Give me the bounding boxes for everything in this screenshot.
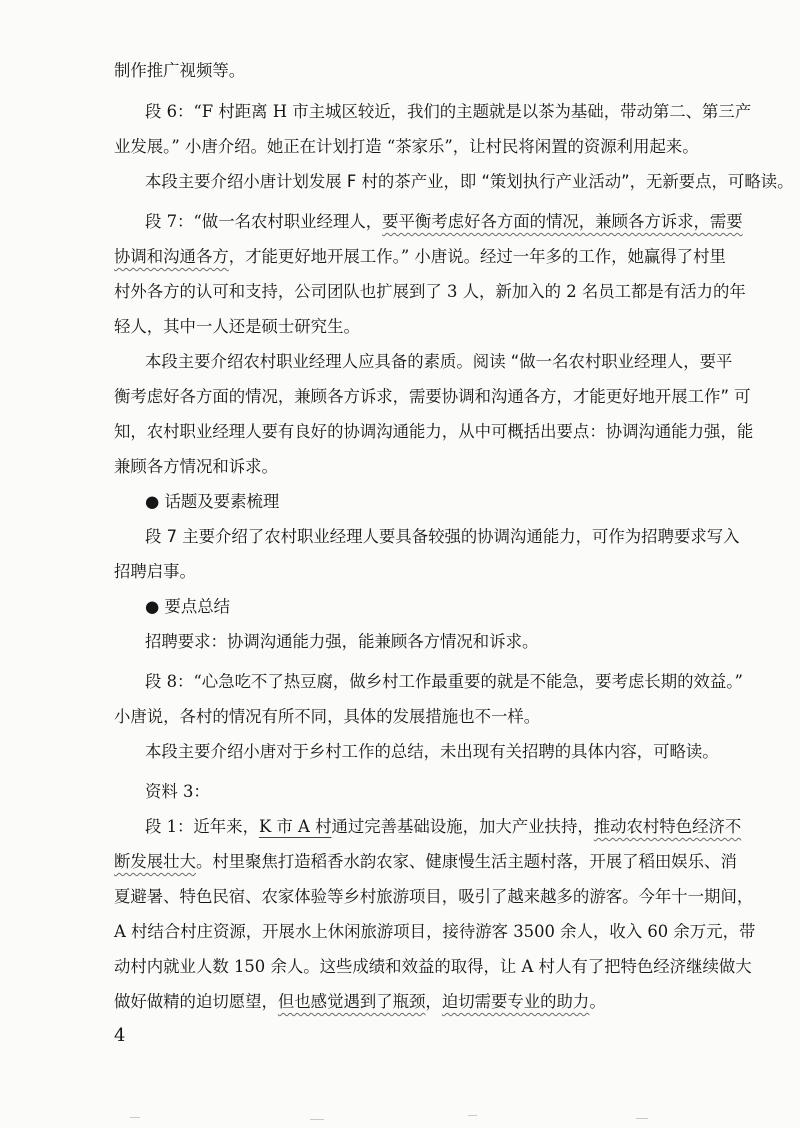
text-line bbox=[114, 277, 746, 307]
text-run: ● 要点总结 bbox=[145, 597, 231, 616]
scan-mark bbox=[468, 1115, 477, 1116]
text-line bbox=[114, 56, 714, 86]
text-run: 做好做精的迫切愿望， bbox=[114, 992, 278, 1011]
scan-mark bbox=[310, 1119, 324, 1120]
text-line bbox=[114, 382, 751, 412]
text-run: 本段主要介绍小唐计划发展 F 村的茶产业，即 “策划执行产业活动”，无新要点，可略读。 bbox=[145, 172, 794, 191]
text-run: 制作推广视频等。 bbox=[114, 61, 246, 80]
text-run: 资料 3： bbox=[145, 782, 210, 801]
text-run: ， bbox=[425, 992, 442, 1011]
text-run: 衡考虑好各方面的情况，兼顾各方诉求，需要协调和沟通各方，才能更好地开展工作” 可 bbox=[114, 387, 751, 406]
text-run: 通过完善基础设施，加大产业扶持， bbox=[331, 817, 594, 836]
underlined-text: K 市 A 村 bbox=[258, 817, 332, 836]
text-line bbox=[145, 627, 715, 657]
text-run: 村外各方的认可和支持，公司团队也扩展到了 3 人，新加入的 2 名员工都是有活力的年 bbox=[114, 282, 746, 301]
text-line bbox=[114, 917, 756, 947]
text-run: 段 7 主要介绍了农村职业经理人要具备较强的协调沟通能力，可作为招聘要求写入 bbox=[145, 527, 740, 546]
text-run: 兼顾各方情况和诉求。 bbox=[114, 457, 278, 476]
text-line bbox=[114, 132, 714, 162]
text-run: 段 6：“F 村距离 H 市主城区较近，我们的主题就是以茶为基础，带动第二、第三产 bbox=[145, 102, 752, 121]
wavy-underlined-text: 断发展壮大 bbox=[114, 852, 196, 871]
text-line bbox=[145, 347, 733, 377]
text-line bbox=[114, 557, 714, 587]
text-line bbox=[114, 702, 714, 732]
text-line bbox=[145, 812, 742, 842]
text-run: A 村结合村庄资源，开展水上休闲旅游项目，接待游客 3500 余人，收入 60 余万元，带 bbox=[114, 922, 756, 941]
text-line bbox=[145, 207, 743, 237]
text-line bbox=[145, 592, 715, 622]
text-line bbox=[145, 667, 743, 697]
text-line bbox=[145, 97, 752, 127]
text-line bbox=[145, 487, 715, 517]
text-line bbox=[114, 242, 726, 272]
text-run: 招聘要求：协调沟通能力强，能兼顾各方情况和诉求。 bbox=[145, 632, 539, 651]
text-run: 本段主要介绍小唐对于乡村工作的总结，未出现有关招聘的具体内容，可略读。 bbox=[145, 742, 719, 761]
wavy-underlined-text: 但也感觉遇到了瓶颈 bbox=[277, 992, 426, 1011]
text-run: 夏避暑、特色民宿、农家体验等乡村旅游项目，吸引了越来越多的游客。今年十一期间， bbox=[114, 887, 754, 906]
text-run: ● 话题及要素梳理 bbox=[145, 492, 280, 511]
page-number: 4 bbox=[114, 1025, 126, 1046]
text-line bbox=[145, 737, 719, 767]
text-run: 本段主要介绍农村职业经理人应具备的素质。阅读 “做一名农村职业经理人，要平 bbox=[145, 352, 733, 371]
text-line bbox=[114, 952, 752, 982]
text-run: 段 1：近年来， bbox=[145, 817, 259, 836]
scan-mark bbox=[130, 1117, 140, 1118]
text-run: 段 7：“做一名农村职业经理人， bbox=[145, 212, 383, 231]
text-run: 。村里聚焦打造稻香水韵农家、健康慢生活主题村落，开展了稻田娱乐、消 bbox=[195, 852, 737, 871]
text-line bbox=[114, 312, 714, 342]
text-run: 小唐说，各村的情况有所不同，具体的发展措施也不一样。 bbox=[114, 707, 541, 726]
text-line bbox=[114, 882, 754, 912]
text-run: ，才能更好地开展工作。” 小唐说。经过一年多的工作，她赢得了村里 bbox=[228, 247, 726, 266]
text-line bbox=[114, 417, 754, 447]
wavy-underlined-text: 要平衡考虑好各方面的情况，兼顾各方诉求，需要 bbox=[382, 212, 743, 231]
text-run: 招聘启事。 bbox=[114, 562, 196, 581]
scan-mark bbox=[636, 1118, 648, 1119]
wavy-underlined-text: 迫切需要专业的助力 bbox=[441, 992, 590, 1011]
text-line bbox=[114, 847, 737, 877]
wavy-underlined-text: 协调和沟通各方 bbox=[114, 247, 229, 266]
text-line bbox=[114, 987, 714, 1017]
text-run: 动村内就业人数 150 余人。这些成绩和效益的取得，让 A 村人有了把特色经济继续做大 bbox=[114, 957, 752, 976]
text-run: 业发展。” 小唐介绍。她正在计划打造 “茶家乐”，让村民将闲置的资源利用起来。 bbox=[114, 137, 699, 156]
text-line bbox=[145, 167, 794, 197]
wavy-underlined-text: 推动农村特色经济不 bbox=[593, 817, 742, 836]
text-line bbox=[145, 522, 740, 552]
text-run: 轻人，其中一人还是硕士研究生。 bbox=[114, 317, 360, 336]
text-line bbox=[145, 777, 715, 807]
text-run: 段 8：“心急吃不了热豆腐，做乡村工作最重要的就是不能急，要考虑长期的效益。” bbox=[145, 672, 743, 691]
text-run: 知，农村职业经理人要有良好的协调沟通能力，从中可概括出要点：协调沟通能力强，能 bbox=[114, 422, 754, 441]
text-run: 。 bbox=[589, 992, 606, 1011]
text-line bbox=[114, 452, 714, 482]
